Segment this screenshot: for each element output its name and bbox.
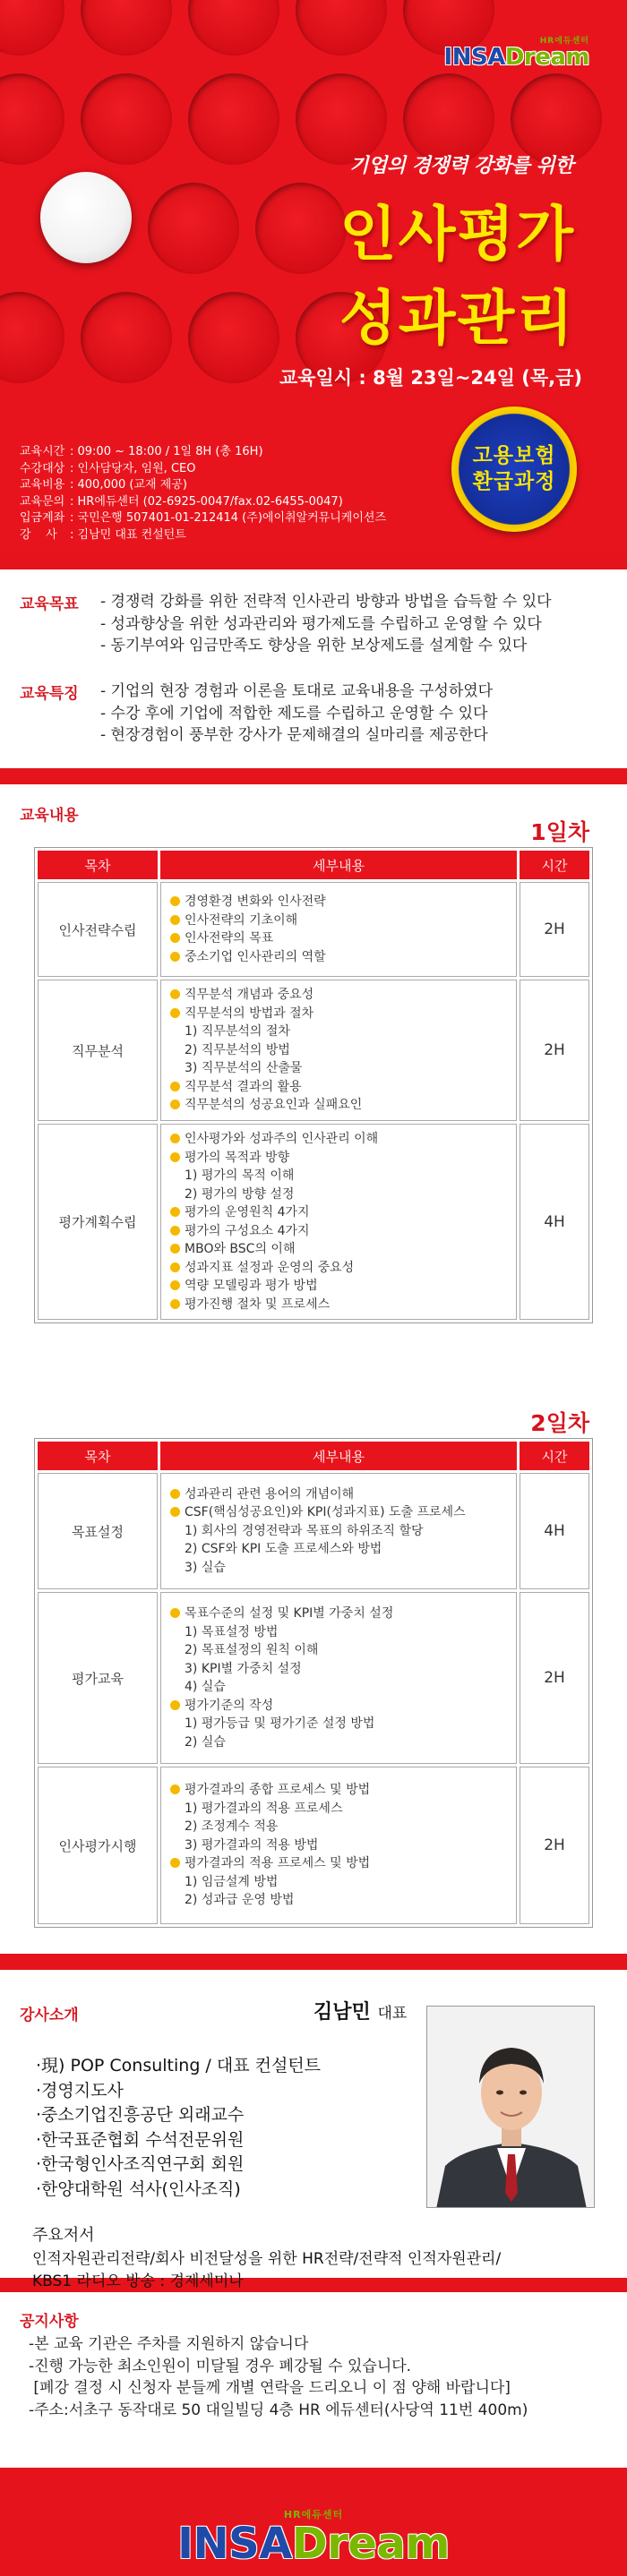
- day2-table: [34, 1438, 593, 1928]
- detail-subitem: 1) 목표설정 방법: [185, 1624, 279, 1639]
- day2-label: 2일차: [530, 1410, 589, 1436]
- badge-line1: 고용보험: [472, 444, 556, 467]
- row-time: 2H: [520, 882, 589, 977]
- info-row: [20, 477, 386, 494]
- detail-item: 평가의 목적과 방향: [170, 1149, 507, 1168]
- hero-subtitle: 기업의 경쟁력 강화를 위한: [349, 155, 573, 177]
- badge-line2: 환급과정: [472, 470, 556, 493]
- detail-subitem: 3) KPI별 가중치 설정: [185, 1661, 302, 1676]
- detail-item: MBO와 BSC의 이해: [170, 1240, 507, 1259]
- detail-item: 인사전략의 목표: [170, 929, 507, 948]
- detail-item: 중소기업 인사관리의 역할: [170, 948, 507, 967]
- row-details: [160, 1767, 517, 1924]
- features-lines: [100, 680, 493, 747]
- decor-dot: [81, 73, 172, 165]
- detail-subitem: 3) 직무분석의 산출물: [185, 1061, 303, 1076]
- notice-line: -본 교육 기관은 주차를 지원하지 않습니다: [29, 2335, 309, 2353]
- detail-item: 인사전략의 기초이해: [170, 911, 507, 930]
- detail-subitem: 2) 성과급 운영 방법: [185, 1893, 295, 1908]
- footer-brand-name: [0, 2519, 627, 2569]
- notice-line: -진행 가능한 최소인원이 미달될 경우 폐강될 수 있습니다.: [29, 2357, 412, 2375]
- goals-card: [0, 569, 627, 768]
- detail-subitem: 3) 실습: [185, 1560, 226, 1575]
- info-key: 입금계좌: [20, 511, 65, 525]
- row-topic: 목표설정: [38, 1473, 158, 1589]
- credential-item: ·경영지도사: [36, 2080, 124, 2101]
- detail-subitem: 1) 회사의 경영전략과 목표의 하위조직 할당: [185, 1523, 424, 1538]
- decor-dot: [0, 292, 64, 383]
- table-row: [38, 1124, 589, 1320]
- detail-subitem: 1) 평가등급 및 평가기준 설정 방법: [185, 1716, 375, 1731]
- row-topic: 인사평가시행: [38, 1767, 158, 1924]
- notice-line: [폐강 결정 시 신청자 분들께 개별 연락을 드리오니 이 점 양해 바랍니다]: [29, 2379, 511, 2397]
- goal-line: - 경쟁력 강화를 위한 전략적 인사관리 방향과 방법을 습득할 수 있다: [100, 593, 552, 611]
- table-row: [38, 882, 589, 977]
- decor-dot: [81, 0, 172, 56]
- detail-subitem: 1) 평가결과의 적용 프로세스: [185, 1801, 343, 1816]
- instructor-role: 대표: [377, 2005, 408, 2023]
- info-value: : 김남민 대표 컨설턴트: [70, 527, 186, 542]
- instructor-photo: [426, 2006, 595, 2208]
- day1-label: 1일차: [530, 819, 589, 845]
- goals-lines: [100, 591, 552, 657]
- brand-prefix: INSA: [443, 44, 505, 71]
- credential-item: ·한국표준협회 수석전문위원: [36, 2129, 245, 2150]
- info-value: : 인사담당자, 임원, CEO: [70, 461, 196, 475]
- row-time: 2H: [520, 1592, 589, 1764]
- table-row: [38, 980, 589, 1121]
- detail-subitem: 1) 임금설계 방법: [185, 1874, 279, 1889]
- notice-line: -주소:서초구 동작대로 50 대일빌딩 4층 HR 에듀센터(사당역 11번 400m): [29, 2401, 528, 2419]
- hero-title-line2: 성과관리: [339, 284, 575, 353]
- detail-item: 성과관리 관련 용어의 개념이해: [170, 1485, 507, 1504]
- detail-item: 평가의 운영원칙 4가지: [170, 1203, 507, 1222]
- credential-item: ·한국형인사조직연구회 회원: [36, 2154, 245, 2174]
- info-row: [20, 494, 386, 511]
- info-value: : HR에듀센터 (02-6925-0047/fax.02-6455-0047): [70, 494, 343, 509]
- detail-item: 평가결과의 적용 프로세스 및 방법: [170, 1854, 507, 1873]
- detail-subitem: 1) 직무분석의 절차: [185, 1024, 290, 1040]
- instructor-card: [0, 1970, 627, 2290]
- row-time: 4H: [520, 1124, 589, 1320]
- row-topic: 평가계획수립: [38, 1124, 158, 1320]
- info-key: 교육시간: [20, 445, 65, 458]
- decor-dot: [188, 292, 279, 383]
- info-key: 수강대상: [20, 461, 65, 475]
- books-line: KBS1 라디오 방송 : 경제세미나: [32, 2272, 244, 2290]
- decor-dot: [81, 292, 172, 383]
- feature-line: - 기업의 현장 경험과 이론을 토대로 교육내용을 구성하였다: [100, 682, 494, 700]
- row-details: [160, 980, 517, 1121]
- detail-subitem: 2) 목표설정의 원칙 이해: [185, 1643, 319, 1657]
- credential-item: ·중소기업진흥공단 외래교수: [36, 2105, 245, 2125]
- footer-brand-suffix: Dream: [291, 2519, 450, 2569]
- header-topic: 목차: [38, 1442, 158, 1470]
- books-line: 인적자원관리전략/회사 비전달성을 위한 HR전략/전략적 인적자원관리/: [32, 2250, 502, 2268]
- curriculum-card: [0, 784, 627, 1954]
- detail-item: 직무분석의 성공요인과 실패요인: [170, 1096, 507, 1115]
- detail-item: 목표수준의 설정 및 KPI별 가중치 설정: [170, 1605, 507, 1623]
- decor-dot: [148, 183, 239, 274]
- detail-item: CSF(핵심성공요인)와 KPI(성과지표) 도출 프로세스: [170, 1503, 507, 1522]
- info-row: [20, 461, 386, 478]
- header-time: 시간: [520, 851, 589, 879]
- decor-dot: [188, 73, 279, 165]
- brand-name: [444, 46, 589, 69]
- detail-subitem: 3) 평가결과의 적용 방법: [185, 1837, 319, 1853]
- detail-item: 성과지표 설정과 운영의 중요성: [170, 1259, 507, 1278]
- detail-item: 직무분석의 방법과 절차: [170, 1005, 507, 1023]
- detail-item: 평가진행 절차 및 프로세스: [170, 1296, 507, 1314]
- info-row: [20, 510, 386, 527]
- info-key: 교육문의: [20, 494, 65, 509]
- hero-banner: [0, 0, 627, 553]
- notice-label: 공지사항: [20, 2313, 79, 2331]
- brand-suffix: Dream: [504, 44, 589, 71]
- decor-dot: [188, 0, 279, 56]
- info-value: : 국민은행 507401-01-212414 (주)에이취알커뮤니케이션즈: [70, 511, 387, 525]
- hero-date: 교육일시 : 8월 23일~24일 (목,금): [279, 367, 582, 389]
- table-header: [38, 1442, 589, 1470]
- detail-item: 평가기준의 작성: [170, 1697, 507, 1716]
- detail-item: 평가의 구성요소 4가지: [170, 1222, 507, 1241]
- decor-dot: [255, 183, 347, 274]
- feature-line: - 현장경험이 풍부한 강사가 문제해결의 실마리를 제공한다: [100, 726, 488, 744]
- hero-title-line1: 인사평가: [339, 200, 575, 269]
- row-topic: 인사전략수립: [38, 882, 158, 977]
- decor-dot: [296, 0, 387, 56]
- row-time: 2H: [520, 1767, 589, 1924]
- detail-item: 직무분석 결과의 활용: [170, 1078, 507, 1097]
- table-row: [38, 1473, 589, 1589]
- notice-lines: [29, 2333, 528, 2421]
- instructor-label: 강사소개: [20, 2007, 79, 2024]
- row-time: 4H: [520, 1473, 589, 1589]
- table-header: [38, 851, 589, 879]
- curriculum-label: 교육내용: [20, 807, 79, 825]
- detail-item: 경영환경 변화와 인사전략: [170, 893, 507, 911]
- info-row: [20, 527, 386, 544]
- detail-subitem: 2) 실습: [185, 1734, 226, 1750]
- row-topic: 평가교육: [38, 1592, 158, 1764]
- detail-subitem: 2) 평가의 방향 설정: [185, 1186, 295, 1202]
- features-label: 교육특징: [20, 685, 79, 703]
- credential-item: ·現) POP Consulting / 대표 컨설턴트: [36, 2056, 322, 2075]
- detail-subitem: 1) 평가의 목적 이해: [185, 1168, 295, 1183]
- instructor-portrait-icon: [427, 2007, 595, 2208]
- detail-subitem: 2) 직무분석의 방법: [185, 1042, 290, 1057]
- course-info-list: [20, 444, 386, 543]
- detail-item: 직무분석 개념과 중요성: [170, 986, 507, 1005]
- goal-line: - 동기부여와 임금만족도 향상을 위한 보상제도를 설계할 수 있다: [100, 637, 528, 655]
- info-value: : 09:00 ~ 18:00 / 1일 8H (총 16H): [70, 445, 263, 458]
- table-row: [38, 1592, 589, 1764]
- decor-dot: [0, 73, 64, 165]
- footer-brand-prefix: INSA: [177, 2519, 292, 2569]
- detail-subitem: 2) 조정계수 적용: [185, 1819, 279, 1835]
- table-row: [38, 1767, 589, 1924]
- credential-item: ·한양대학원 석사(인사조직): [36, 2178, 241, 2199]
- header-topic: 목차: [38, 851, 158, 879]
- header-time: 시간: [520, 1442, 589, 1470]
- goal-line: - 성과향상을 위한 성과관리와 평가제도를 수립하고 운영할 수 있다: [100, 614, 542, 633]
- detail-subitem: 4) 실습: [185, 1680, 226, 1694]
- row-details: [160, 1473, 517, 1589]
- info-key: 교육비용: [20, 478, 65, 492]
- row-details: [160, 1592, 517, 1764]
- brand-small: HR에듀센터: [539, 37, 589, 46]
- header-details: 세부내용: [160, 1442, 517, 1470]
- brand-logo: [444, 34, 589, 69]
- instructor-name: [314, 1997, 407, 2024]
- day1-table: [34, 847, 593, 1323]
- white-go-stone: [40, 172, 132, 263]
- detail-item: 평가결과의 종합 프로세스 및 방법: [170, 1781, 507, 1800]
- decor-dot: [0, 0, 64, 56]
- instructor-books: [32, 2224, 501, 2293]
- row-details: [160, 882, 517, 977]
- books-label: 주요저서: [32, 2226, 95, 2245]
- row-topic: 직무분석: [38, 980, 158, 1121]
- detail-item: 인사평가와 성과주의 인사관리 이해: [170, 1130, 507, 1149]
- insurance-refund-badge: [451, 407, 577, 532]
- detail-item: 역량 모델링과 평가 방법: [170, 1277, 507, 1296]
- instructor-credentials: [36, 2054, 321, 2202]
- info-row: [20, 444, 386, 461]
- info-value: : 400,000 (교재 제공): [70, 478, 187, 492]
- goals-label: 교육목표: [20, 595, 79, 613]
- row-details: [160, 1124, 517, 1320]
- instructor-name-text: 김남민: [314, 2001, 371, 2024]
- footer-brand-small: HR에듀센터: [283, 2509, 344, 2520]
- footer-logo: [0, 2507, 627, 2569]
- row-time: 2H: [520, 980, 589, 1121]
- feature-line: - 수강 후에 기업에 적합한 제도를 수립하고 운영할 수 있다: [100, 704, 488, 723]
- header-details: 세부내용: [160, 851, 517, 879]
- info-key: 강 사: [20, 527, 57, 542]
- notice-card: [0, 2292, 627, 2468]
- detail-subitem: 2) CSF와 KPI 도출 프로세스와 방법: [185, 1542, 382, 1557]
